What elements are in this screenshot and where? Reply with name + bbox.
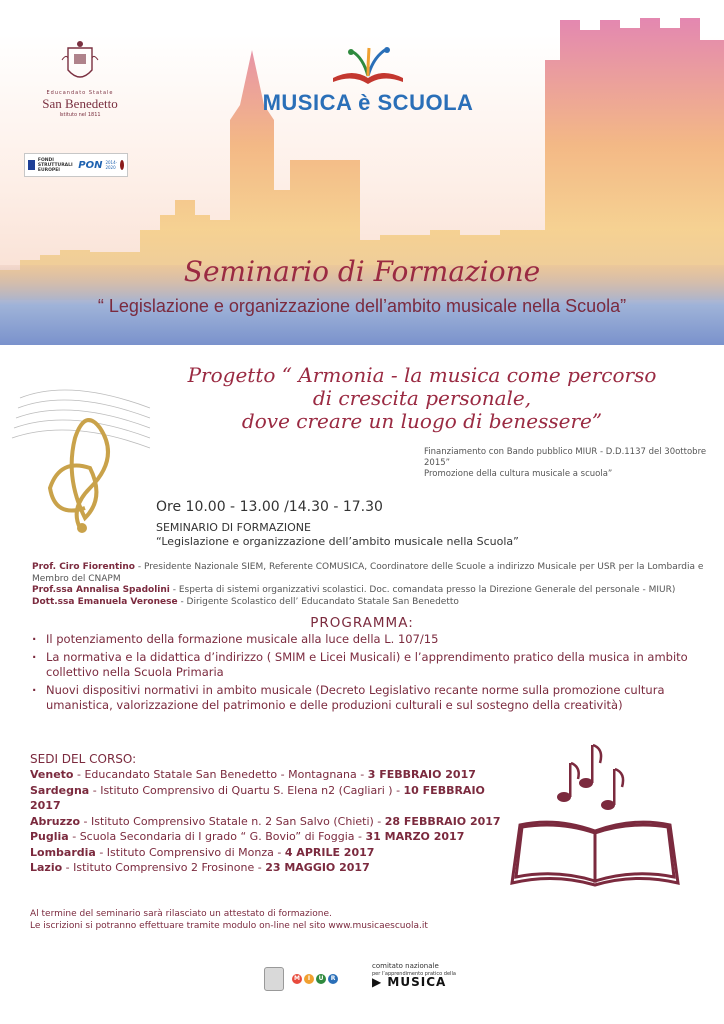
comitato-musica: ▶ MUSICA xyxy=(372,975,447,989)
speaker-item xyxy=(32,585,712,597)
project-title xyxy=(182,364,662,433)
speaker-role: - Esperta di sistemi organizzativi scolastici. Doc. comandata presso la Direzione Generale del personale - MIUR) xyxy=(169,585,676,595)
programma-item: · Nuovi dispositivi normativi in ambito musicale (Decreto Legislativo recante norme sulla promozione cultura umanistica, valorizzazione del patrimonio e delle produzioni culturali e sul sostegno della creatività) xyxy=(30,683,700,713)
programma-heading: PROGRAMMA: xyxy=(310,615,414,631)
sede-place: - Istituto Comprensivo Statale n. 2 San Salvo (Chieti) - xyxy=(80,814,385,828)
project-line3: dove creare un luogo di benessere” xyxy=(241,409,603,433)
sede-item xyxy=(30,860,510,876)
speaker-item xyxy=(32,597,712,609)
speaker-name: Dott.ssa Emanuela Veronese xyxy=(32,596,178,607)
pon-logo xyxy=(24,153,128,177)
sede-date: 31 MARZO 2017 xyxy=(365,830,465,843)
comitato-musica-label: MUSICA xyxy=(387,975,447,989)
comitato-logo xyxy=(372,962,456,989)
sede-place: - Istituto Comprensivo di Monza - xyxy=(95,845,285,859)
sede-item xyxy=(30,845,510,861)
sedi-heading: SEDI DEL CORSO: xyxy=(30,752,137,766)
republic-emblem-icon xyxy=(120,160,124,170)
speakers-list xyxy=(32,562,712,608)
sede-region: Puglia xyxy=(30,830,69,843)
sede-date: 23 MAGGIO 2017 xyxy=(265,861,370,874)
funding-note xyxy=(424,447,724,480)
sede-item xyxy=(30,814,510,830)
school-logo xyxy=(40,40,120,118)
sede-region: Lazio xyxy=(30,861,63,874)
seminar-title: “Legislazione e organizzazione dell’ambito musicale nella Scuola” xyxy=(156,535,519,548)
sede-item xyxy=(30,783,510,814)
pon-years: 2014-2020 xyxy=(105,160,118,170)
programma-list xyxy=(30,632,700,716)
sede-region: Lombardia xyxy=(30,845,96,859)
comitato-line1: comitato nazionale xyxy=(372,962,439,970)
sede-date: 3 FEBBRAIO 2017 xyxy=(367,768,476,781)
funding-line2: Promozione della cultura musicale a scuola” xyxy=(424,469,613,479)
open-book-notes-icon xyxy=(323,44,413,86)
speaker-role: - Dirigente Scolastico dell’ Educandato Statale San Benedetto xyxy=(177,596,459,607)
programma-item: · Il potenziamento della formazione musicale alla luce della L. 107/15 xyxy=(30,632,700,647)
project-line2: di crescita personale, xyxy=(312,386,532,410)
sede-place: - Istituto Comprensivo di Quartu S. Elena n2 (Cagliari ) - xyxy=(89,783,404,797)
miur-letter: M xyxy=(292,974,302,984)
sedi-list xyxy=(30,767,510,876)
miur-logo xyxy=(292,974,338,984)
pon-label: PON xyxy=(78,159,103,171)
school-name: San Benedetto xyxy=(42,96,118,111)
republic-emblem-icon xyxy=(264,967,284,991)
school-est: Istituto nel 1811 xyxy=(59,112,101,118)
miur-letter: I xyxy=(304,974,314,984)
eu-flag-icon xyxy=(28,160,35,170)
project-line1: Progetto “ Armonia - la musica come percorso xyxy=(187,363,657,387)
speaker-role: - Presidente Nazionale SIEM, Referente COMUSICA, Coordinatore delle Scuole a indirizzo Musicale per USR per la Lombardia e Membro del CNAPM xyxy=(32,562,704,584)
comitato-line2: per l’apprendimento pratico della xyxy=(372,971,456,977)
sede-date: 28 FEBBRAIO 2017 xyxy=(384,814,501,828)
brand-title: MUSICA è SCUOLA xyxy=(262,90,474,115)
hours: Ore 10.00 - 13.00 /14.30 - 17.30 xyxy=(156,499,383,515)
sede-region: Sardegna xyxy=(30,783,90,797)
header-banner xyxy=(0,0,724,345)
speaker-item xyxy=(32,562,712,585)
footer-line2: Le iscrizioni si potranno effettuare tramite modulo on-line nel sito www.musicaescuola.it xyxy=(30,921,428,931)
seminar-heading xyxy=(156,521,519,549)
sede-place: - Educandato Statale San Benedetto - Montagnana - xyxy=(73,768,368,781)
title-block xyxy=(0,255,724,317)
seminar-label: SEMINARIO DI FORMAZIONE xyxy=(156,521,311,534)
sede-item xyxy=(30,767,510,783)
sede-region: Veneto xyxy=(30,768,74,781)
footer-note xyxy=(30,908,428,932)
school-sub: Educandato Statale xyxy=(46,90,114,96)
crest-icon xyxy=(60,40,100,86)
page-subtitle: “ Legislazione e organizzazione dell’ambito musicale nella Scuola” xyxy=(97,296,627,316)
sede-region: Abruzzo xyxy=(30,814,81,828)
sede-place: - Scuola Secondaria di I grado “ G. Bovio” di Foggia - xyxy=(68,830,366,843)
sede-place: - Istituto Comprensivo 2 Frosinone - xyxy=(62,861,266,874)
book-with-notes-icon xyxy=(506,735,684,890)
sede-date: 10 FEBBRAIO 2017 xyxy=(30,783,485,812)
funding-line1: Finanziamento con Bando pubblico MIUR - D.D.1137 del 30ottobre 2015” xyxy=(424,447,707,468)
brand-logo xyxy=(262,44,474,116)
miur-letter: U xyxy=(316,974,326,984)
sede-item xyxy=(30,829,510,845)
sede-date: 4 APRILE 2017 xyxy=(284,845,375,859)
speaker-name: Prof.ssa Annalisa Spadolini xyxy=(32,585,170,595)
speaker-name: Prof. Ciro Fiorentino xyxy=(32,562,135,572)
treble-clef-icon xyxy=(10,378,160,538)
page-title: Seminario di Formazione xyxy=(183,255,541,288)
programma-item: · La normativa e la didattica d’indirizzo ( SMIM e Licei Musicali) e l’apprendimento pratico della musica in ambito collettivo nella Scuola Primaria xyxy=(30,650,700,680)
fondi-label: FONDI STRUTTURALI EUROPEI xyxy=(37,157,73,173)
footer-line1: Al termine del seminario sarà rilasciato un attestato di formazione. xyxy=(30,909,332,919)
miur-letter: R xyxy=(328,974,338,984)
